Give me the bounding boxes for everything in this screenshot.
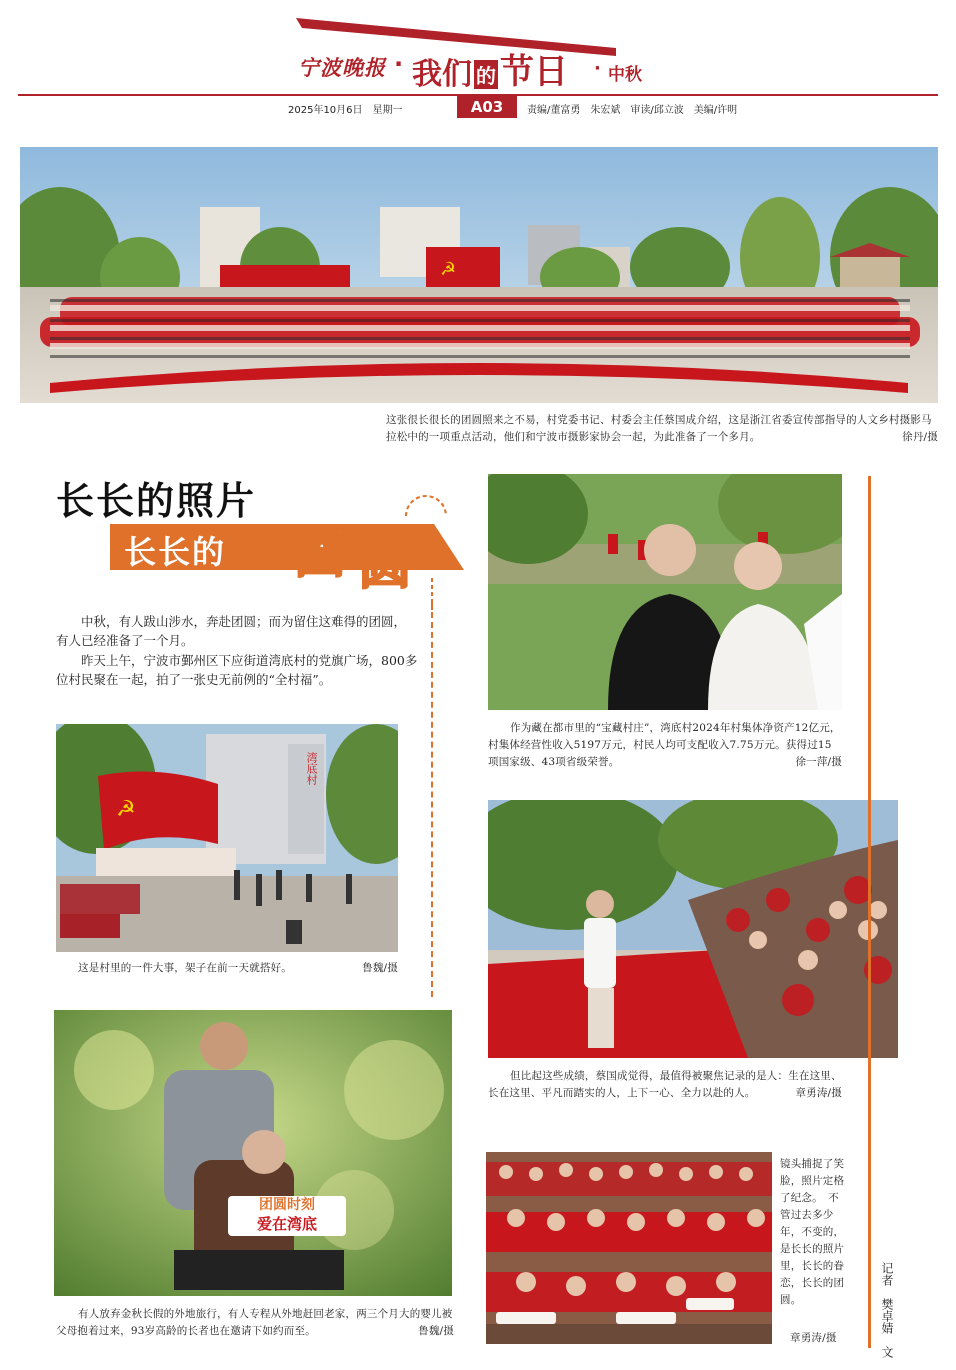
page-number-badge: A03 xyxy=(457,96,517,118)
panorama-photo-credit: 徐丹/摄 xyxy=(902,431,938,443)
intro-paragraph-1: 中秋，有人跋山涉水，奔赴团圆；而为留住这难得的团圆，有人已经准备了一个月。 xyxy=(56,614,407,648)
panorama-caption-text: 这张很长很长的团圆照来之不易，村党委书记、村委会主任蔡国成介绍，这是浙江省委宣传部指导的人文乡村摄影马拉松中的一项重点活动，他们和宁波市摄影家协会一起，为此准备了一个多月。 xyxy=(386,414,932,443)
wheelchair-photo-credit: 鲁魏/摄 xyxy=(418,1325,454,1337)
svg-text:☭: ☭ xyxy=(116,797,136,822)
date-line: 2025年10月6日 星期一 xyxy=(288,105,403,116)
headline-dashed-arc-decoration xyxy=(396,488,456,618)
flag-photo-credit: 鲁魏/摄 xyxy=(362,962,398,974)
panorama-photo xyxy=(20,147,938,403)
section-title-mid: 的 xyxy=(474,60,498,89)
flag-photo-building-sign: 湾底村 xyxy=(305,752,318,785)
section-title xyxy=(412,44,568,93)
section-subtitle: 中秋 xyxy=(608,65,642,85)
paper-name-logo: 宁波晚报 xyxy=(298,55,386,80)
women-caption-text: 作为藏在都市里的“宝藏村庄”，湾底村2024年村集体净资产12亿元，村集体经营性收入5197万元，村民人均可支配收入7.75万元。获得过15项国家级、43项省级荣誉。 xyxy=(488,722,841,768)
flag-caption-text: 这是村里的一件大事，架子在前一天就搭好。 xyxy=(78,962,292,974)
staff-line: 责编/董富勇 朱宏斌 审读/邱立波 美编/许明 xyxy=(527,105,738,116)
crowd-caption-text: 但比起这些成绩，蔡国成觉得，最值得被聚焦记录的是人：生在这里、长在这里、平凡而踏实的人，上下一心、全力以赴的人。 xyxy=(488,1070,842,1099)
group-photo xyxy=(486,1152,772,1344)
crowd-caption xyxy=(488,1068,842,1102)
intro-paragraph-2: 昨天上午，宁波市鄞州区下应街道湾底村的党旗广场，800多位村民聚在一起，拍了一张史无前例的“全村福”。 xyxy=(56,653,418,687)
masthead-separator: · xyxy=(394,50,404,78)
wheelchair-caption xyxy=(56,1306,454,1340)
headline-character-tuan: 团 xyxy=(294,525,347,585)
flag-photo xyxy=(56,724,398,952)
wheelchair-photo xyxy=(54,1010,452,1296)
headline-line2-prefix: 长长的 xyxy=(124,533,227,571)
women-caption xyxy=(488,720,842,771)
group-caption xyxy=(780,1156,846,1309)
section-sub-separator: · xyxy=(594,58,601,79)
section-title-prefix: 我们 xyxy=(412,57,472,92)
crowd-photo xyxy=(488,800,898,1058)
flag-caption xyxy=(56,960,398,977)
group-photo-credit: 章勇涛/摄 xyxy=(790,1332,837,1344)
byline: 记者 樊卓婧 文 xyxy=(880,1262,894,1358)
reunion-sign-line2: 爱在湾底 xyxy=(256,1215,317,1233)
headline-character-yuan: 圆 xyxy=(358,533,412,596)
intro-text xyxy=(56,612,418,690)
wheelchair-caption-text: 有人放弃金秋长假的外地旅行，有人专程从外地赶回老家，两三个月大的婴儿被父母抱着过来，93岁高龄的长者也在邀请下如约而至。 xyxy=(56,1308,453,1337)
svg-text:☭: ☭ xyxy=(440,259,457,280)
group-caption-text: 镜头捕捉了笑脸，照片定格了纪念。 不管过去多少年，不变的，是长长的照片里，长长的眷恋，长长的团圆。 xyxy=(780,1158,845,1306)
panorama-caption xyxy=(386,412,938,446)
women-photo-credit: 徐一萍/摄 xyxy=(795,756,842,768)
crowd-photo-credit: 章勇涛/摄 xyxy=(795,1087,842,1099)
reunion-sign xyxy=(228,1196,346,1236)
headline-line1: 长长的照片 xyxy=(56,479,257,523)
reunion-sign-line1: 团圆时刻 xyxy=(259,1197,315,1213)
section-title-suffix: 节日 xyxy=(500,52,568,92)
vertical-dashed-rule xyxy=(431,602,433,997)
women-photo xyxy=(488,474,842,710)
right-orange-rule xyxy=(868,476,871,1348)
